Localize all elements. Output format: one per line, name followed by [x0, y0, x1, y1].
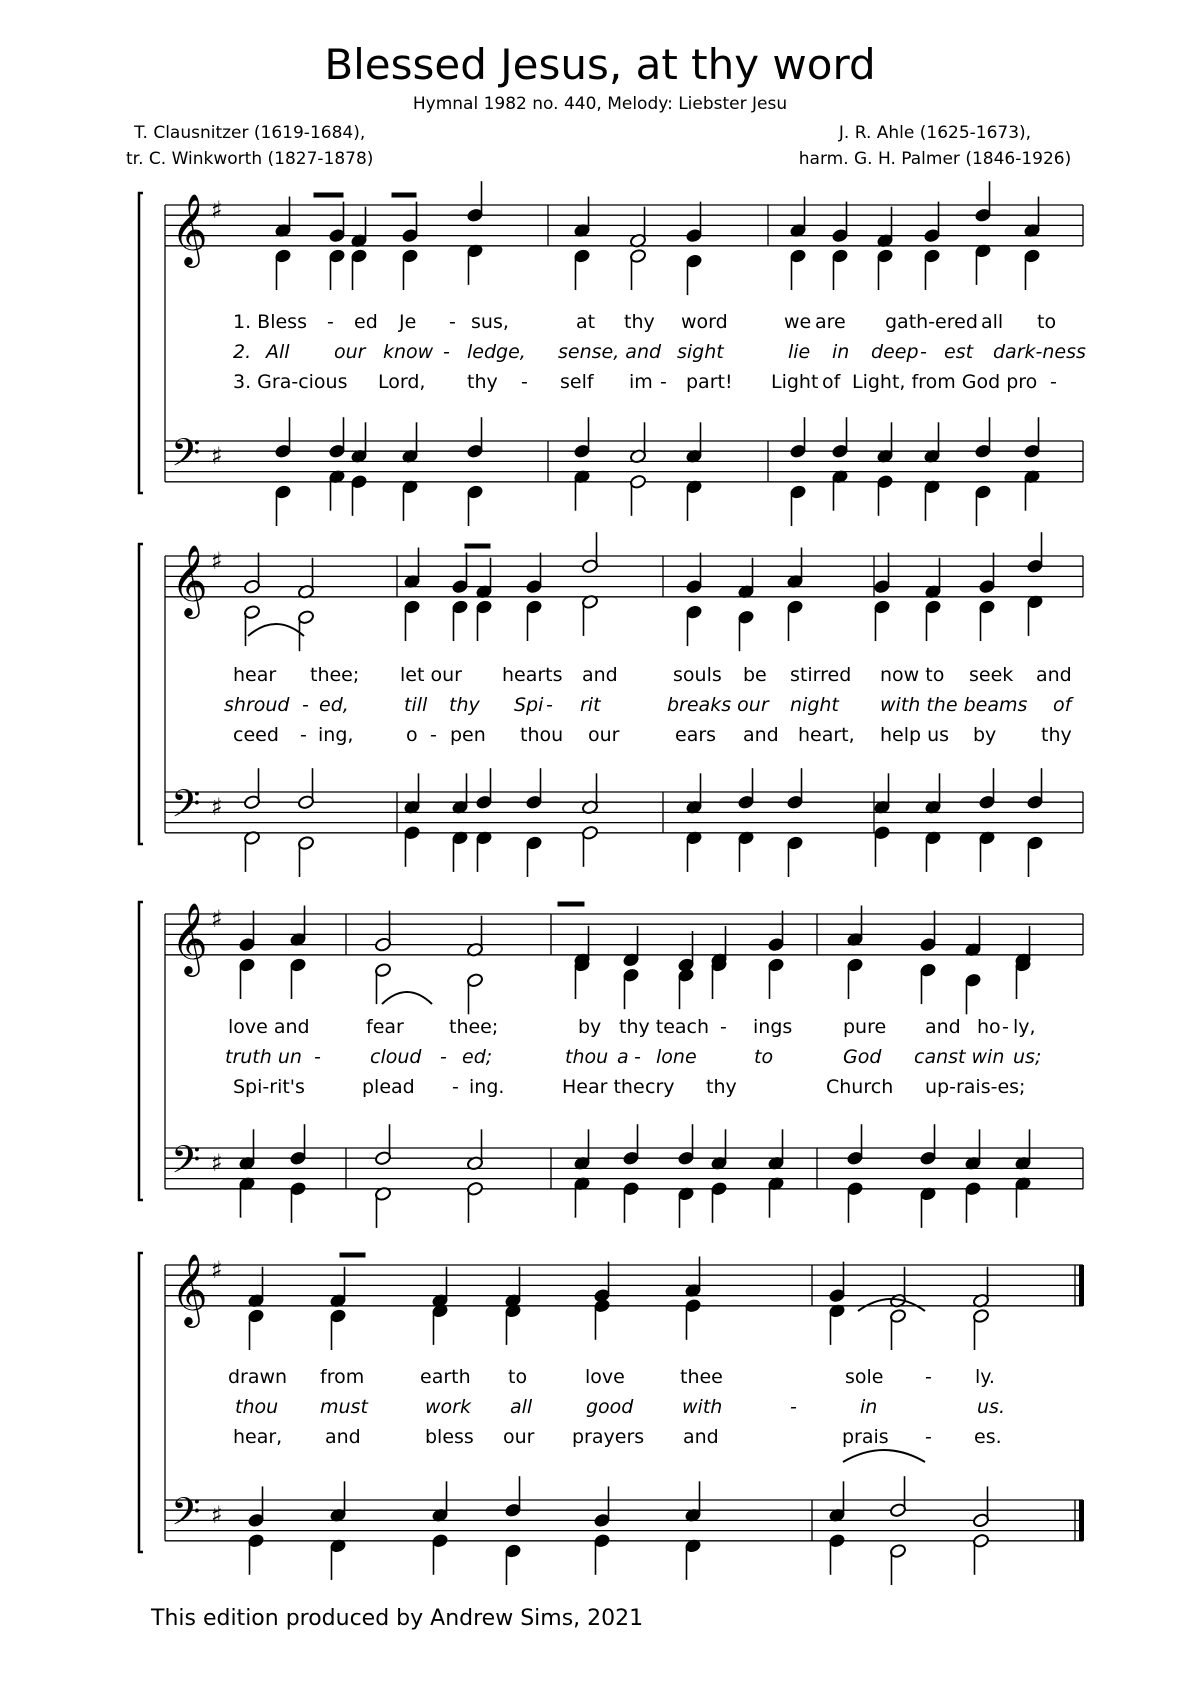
treble-clef-icon: 𝄞: [171, 1252, 208, 1325]
sharp-icon: ♯: [211, 1501, 223, 1529]
lyric-syllable: shroud: [224, 694, 290, 716]
lyric-syllable: -: [443, 341, 450, 363]
slur: [248, 624, 304, 636]
lyric-syllable: -: [314, 1046, 321, 1068]
lyric-syllable: self: [560, 371, 594, 393]
lyric-syllable: ed,: [319, 694, 349, 716]
lyric-syllable: let our: [400, 664, 462, 686]
lyric-syllable: thy: [706, 1076, 737, 1098]
sharp-icon: ♯: [211, 196, 223, 224]
lyric-syllable: hearts: [502, 664, 563, 686]
lyric-syllable: Church: [826, 1076, 894, 1098]
lyric-syllable: good: [586, 1396, 634, 1418]
sharp-icon: ♯: [211, 905, 223, 933]
lyric-syllable: ed;: [462, 1046, 493, 1068]
lyric-syllable: Spi: [514, 694, 544, 716]
lyric-syllable: ceed: [233, 724, 279, 746]
bass-clef-icon: 𝄢: [171, 1137, 201, 1191]
lyric-syllable: from: [320, 1366, 365, 1388]
lyric-syllable: pure: [843, 1016, 887, 1038]
lyric-syllable: are: [815, 311, 846, 333]
lyric-syllable: to: [1037, 311, 1057, 333]
lyric-syllable: by: [973, 724, 997, 746]
lyric-syllable: deep: [871, 341, 919, 363]
sharp-icon: ♯: [211, 793, 223, 821]
lyric-syllable: all: [510, 1396, 533, 1418]
slur: [843, 1450, 925, 1462]
lyric-syllable: our: [588, 724, 620, 746]
lyric-syllable: ings: [753, 1016, 793, 1038]
lyric-syllable: our: [334, 341, 366, 363]
lyric-syllable: stirred: [790, 664, 852, 686]
lyric-syllable: prais: [842, 1426, 889, 1448]
lyric-syllable: -: [302, 694, 309, 716]
lyric-syllable: word: [681, 311, 728, 333]
lyric-syllable: 2.: [233, 341, 252, 363]
lyric-syllable: rit: [580, 694, 601, 716]
lyric-syllable: till: [404, 694, 428, 716]
lyric-syllable: love and: [228, 1016, 310, 1038]
treble-clef-icon: 𝄞: [171, 192, 208, 265]
lyric-syllable: -: [440, 1046, 447, 1068]
lyric-syllable: help us: [880, 724, 950, 746]
lyric-syllable: our: [503, 1426, 535, 1448]
lyric-syllable: -: [300, 724, 307, 746]
lyric-syllable: drawn: [228, 1366, 288, 1388]
lyric-syllable: -: [720, 1016, 727, 1038]
lyric-syllable: Lord,: [378, 371, 426, 393]
lyric-syllable: Light: [771, 371, 819, 393]
sharp-icon: ♯: [211, 1256, 223, 1284]
lyric-syllable: Light, from God pro: [852, 371, 1038, 393]
lyric-syllable: work: [425, 1396, 471, 1418]
system-bracket: [139, 544, 143, 844]
lyric-syllable: pen: [450, 724, 486, 746]
lyric-syllable: thee;: [449, 1016, 499, 1038]
lyric-syllable: and: [925, 1016, 961, 1038]
music-credit-composer: J. R. Ahle (1625-1673),: [838, 123, 1032, 143]
lyric-syllable: cloud: [370, 1046, 422, 1068]
system-bracket: [139, 1253, 143, 1552]
lyric-syllable: ly,: [1013, 1016, 1036, 1038]
lyric-syllable: canst win: [914, 1046, 1005, 1068]
lyric-syllable: ed: [354, 311, 378, 333]
lyric-syllable: -: [634, 1046, 641, 1068]
lyric-syllable: love: [585, 1366, 625, 1388]
lyric-syllable: truth un: [225, 1046, 302, 1068]
lyric-syllable: in: [860, 1396, 878, 1418]
lyric-syllable: to: [754, 1046, 774, 1068]
lyric-syllable: of: [1053, 694, 1072, 716]
lyric-syllable: 3. Gra-cious: [233, 371, 348, 393]
lyric-syllable: o: [406, 724, 418, 746]
lyric-syllable: all: [981, 311, 1004, 333]
music-credit-harmonizer: harm. G. H. Palmer (1846-1926): [798, 149, 1072, 169]
words-credit-translator: tr. C. Winkworth (1827-1878): [126, 149, 374, 169]
lyric-syllable: must: [320, 1396, 368, 1418]
lyric-syllable: prayers: [572, 1426, 645, 1448]
lyric-syllable: sus,: [471, 311, 509, 333]
lyric-syllable: -: [521, 371, 528, 393]
lyric-syllable: All: [266, 341, 290, 363]
lyric-syllable: and: [683, 1426, 719, 1448]
treble-clef-icon: 𝄞: [171, 543, 208, 616]
lyric-syllable: hear,: [233, 1426, 283, 1448]
lyric-syllable: and: [743, 724, 779, 746]
lyric-syllable: -: [430, 724, 437, 746]
lyric-syllable: by: [578, 1016, 602, 1038]
sharp-icon: ♯: [211, 547, 223, 575]
lyric-syllable: of: [822, 371, 841, 393]
lyric-syllable: es.: [974, 1426, 1002, 1448]
lyric-syllable: with: [682, 1396, 723, 1418]
lyric-syllable: Je: [399, 311, 417, 333]
lyric-syllable: 1. Bless: [233, 311, 307, 333]
lyric-syllable: a: [617, 1046, 629, 1068]
lyric-syllable: part!: [686, 371, 733, 393]
lyric-syllable: lone: [656, 1046, 697, 1068]
lyric-syllable: us.: [977, 1396, 1005, 1418]
lyric-syllable: -: [925, 1366, 932, 1388]
lyric-syllable: seek: [969, 664, 1014, 686]
lyric-syllable: know: [383, 341, 434, 363]
lyric-syllable: lie: [788, 341, 811, 363]
lyric-syllable: ledge,: [467, 341, 526, 363]
lyric-syllable: thy: [449, 694, 480, 716]
sharp-icon: ♯: [211, 1149, 223, 1177]
final-barline: [1079, 1265, 1084, 1306]
lyric-syllable: ing.: [469, 1076, 505, 1098]
lyric-syllable: night: [790, 694, 839, 716]
lyric-syllable: thy: [1041, 724, 1072, 746]
lyric-syllable: -: [920, 341, 927, 363]
lyric-syllable: up-rais-es;: [925, 1076, 1026, 1098]
lyric-syllable: sole: [845, 1366, 884, 1388]
lyric-syllable: -: [449, 311, 456, 333]
lyric-syllable: -: [1050, 371, 1057, 393]
slur: [382, 992, 432, 1004]
lyric-syllable: -: [327, 311, 334, 333]
lyric-syllable: breaks our: [667, 694, 769, 716]
lyric-syllable: -: [546, 694, 553, 716]
lyric-syllable: bless: [425, 1426, 474, 1448]
bass-clef-icon: 𝄢: [171, 430, 201, 484]
lyric-syllable: est: [944, 341, 974, 363]
sharp-icon: ♯: [211, 442, 223, 470]
lyric-syllable: in: [832, 341, 850, 363]
system-bracket: [139, 902, 143, 1200]
lyric-syllable: thee;: [310, 664, 360, 686]
lyric-syllable: gath-ered: [885, 311, 978, 333]
lyric-syllable: souls: [673, 664, 722, 686]
lyric-syllable: ing,: [318, 724, 354, 746]
treble-clef-icon: 𝄞: [171, 901, 208, 974]
lyric-syllable: -: [1002, 1016, 1009, 1038]
lyric-syllable: we: [784, 311, 812, 333]
lyric-syllable: ly.: [975, 1366, 995, 1388]
lyric-syllable: -: [452, 1076, 459, 1098]
bass-clef-icon: 𝄢: [171, 1489, 201, 1543]
lyric-syllable: us;: [1013, 1046, 1042, 1068]
lyric-syllable: sense, and: [558, 341, 662, 363]
lyric-syllable: thou: [235, 1396, 279, 1418]
lyric-syllable: God: [843, 1046, 882, 1068]
lyric-syllable: thou: [565, 1046, 609, 1068]
lyric-syllable: plead: [362, 1076, 415, 1098]
lyric-syllable: im: [629, 371, 653, 393]
lyric-syllable: sight: [677, 341, 724, 363]
lyric-syllable: thy teach: [619, 1016, 710, 1038]
lyric-syllable: -: [790, 1396, 797, 1418]
lyric-syllable: thy: [624, 311, 655, 333]
lyric-syllable: heart,: [798, 724, 855, 746]
lyric-syllable: Spi-rit's: [233, 1076, 305, 1098]
edition-footer: This edition produced by Andrew Sims, 2021: [151, 1606, 644, 1631]
final-barline: [1079, 1500, 1084, 1541]
lyric-syllable: -: [660, 371, 667, 393]
lyric-syllable: dark-ness: [993, 341, 1086, 363]
lyric-syllable: at: [576, 311, 596, 333]
hymn-subtitle: Hymnal 1982 no. 440, Melody: Liebster Jesu: [412, 94, 788, 114]
lyric-syllable: earth: [420, 1366, 471, 1388]
lyric-syllable: and: [1036, 664, 1072, 686]
lyric-syllable: hear: [233, 664, 277, 686]
lyric-syllable: thee: [680, 1366, 723, 1388]
lyric-syllable: -: [925, 1426, 932, 1448]
lyric-syllable: now to: [880, 664, 945, 686]
lyric-syllable: thou: [520, 724, 564, 746]
lyric-syllable: thy: [467, 371, 498, 393]
words-credit-author: T. Clausnitzer (1619-1684),: [134, 123, 366, 143]
lyric-syllable: to: [508, 1366, 528, 1388]
lyric-syllable: and: [582, 664, 618, 686]
system-bracket: [139, 193, 143, 493]
lyric-syllable: fear: [366, 1016, 404, 1038]
lyric-syllable: Hear the: [562, 1076, 645, 1098]
bass-clef-icon: 𝄢: [171, 781, 201, 835]
lyric-syllable: with the beams: [880, 694, 1028, 716]
hymn-title: Blessed Jesus, at thy word: [324, 40, 876, 89]
lyric-syllable: cry: [645, 1076, 675, 1098]
lyric-syllable: ears: [675, 724, 717, 746]
lyric-syllable: be: [743, 664, 767, 686]
lyric-syllable: and: [325, 1426, 361, 1448]
lyric-syllable: ho: [977, 1016, 1001, 1038]
